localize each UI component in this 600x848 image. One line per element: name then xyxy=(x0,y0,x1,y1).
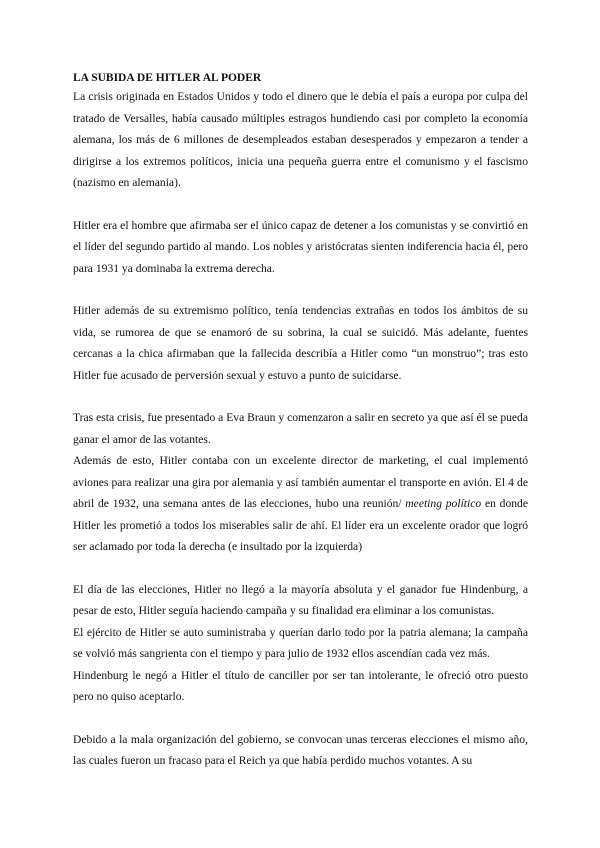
paragraph-gap xyxy=(73,279,528,300)
document-title: LA SUBIDA DE HITLER AL PODER xyxy=(73,72,262,84)
paragraph-5-text-start: Además de esto, Hitler contaba con un excelente director de marketing, el cual implementó aviones para realizar una gira por alemania y así también aumentar el transporte en avión. El 4 de abril de 1932, una semana antes de las elecciones, hubo una reunión/ xyxy=(73,454,528,510)
paragraph-gap xyxy=(73,558,528,579)
paragraph-2: Hitler era el hombre que afirmaba ser el único capaz de detener a los comunistas y se convirtió en el líder del segundo partido al mando. Los nobles y aristócratas sienten indiferencia hacia él, pero para 1931 ya dominaba la extrema derecha. xyxy=(73,218,528,275)
paragraph-1: La crisis originada en Estados Unidos y todo el dinero que le debía el país a europa por culpa del tratado de Versalles, había causado múltiples estragos hundiendo casi por completo la economía alemana, los más de 6 millones de desempleados estaban desesperados y empezaron a tender a dirigirse a los extremos políticos, inicia una pequeña guerra entre el comunismo y el fascismo (nazismo en alemania). xyxy=(73,90,528,189)
paragraph-7: El ejército de Hitler se auto suministraba y querían darlo todo por la patria alemana; la campaña se volvió más sangrienta con el tiempo y para julio de 1932 ellos ascendían cada vez más. xyxy=(73,625,528,660)
paragraph-9: Debido a la mala organización del gobierno, se convocan unas terceras elecciones el mismo año, las cuales fueron un fracaso para el Reich ya que había perdido muchos votantes. A su xyxy=(73,732,528,767)
paragraph-5-italic-term: meeting político xyxy=(405,497,482,510)
paragraph-8: Hindenburg le negó a Hitler el título de canciller por ser tan intolerante, le ofreció otro puesto pero no quiso aceptarlo. xyxy=(73,668,528,703)
paragraph-gap xyxy=(73,194,528,215)
paragraph-gap xyxy=(73,386,528,407)
paragraph-6: El día de las elecciones, Hitler no llegó a la mayoría absoluta y el ganador fue Hindenburg, a pesar de esto, Hitler seguía haciendo campaña y su finalidad era eliminar a los comunistas. xyxy=(73,582,528,617)
paragraph-4: Tras esta crisis, fue presentado a Eva Braun y comenzaron a salir en secreto ya que así él se pueda ganar el amor de las votantes. xyxy=(73,411,528,446)
paragraph-gap xyxy=(73,708,528,729)
paragraph-5 xyxy=(73,450,528,558)
paragraph-3: Hitler además de su extremismo político, tenía tendencias extrañas en todos los ámbitos de su vida, se rumorea de que se enamoró de su sobrina, la cual se suicidó. Más adelante, fuentes cercanas a la chica afirmaban que la fallecida describía a Hitler como “un monstruo”; tras esto Hitler fue acusado de perversión sexual y estuvo a punto de suicidarse. xyxy=(73,304,528,382)
paragraph-5-text-end: en donde Hitler les prometió a todos los miserables salir de ahí. El líder era un excelente orador que logró ser aclamado por toda la derecha (e insultado por la izquierda) xyxy=(73,497,528,553)
